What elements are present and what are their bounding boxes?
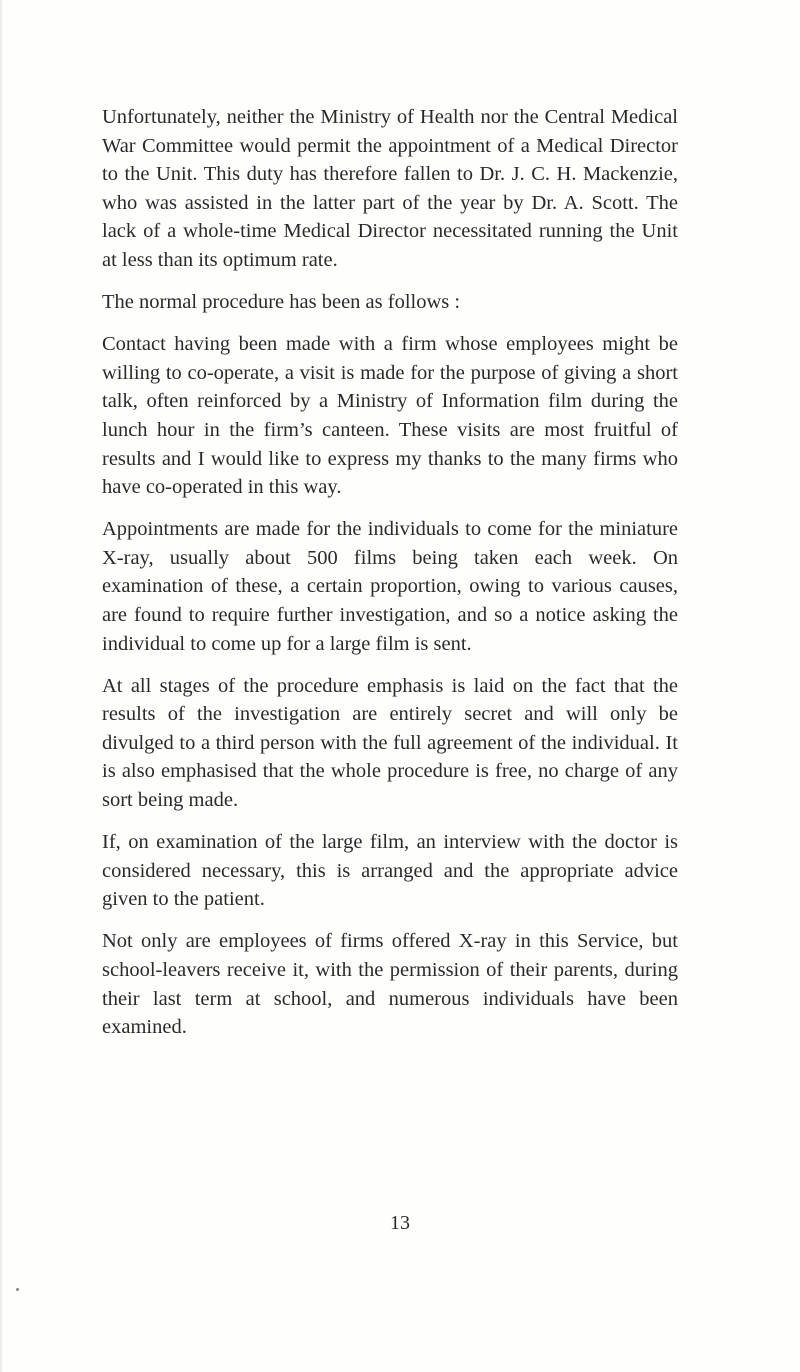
page-edge-shadow (0, 0, 3, 1372)
paragraph-interview: If, on examination of the large film, an interview with the doctor is considered necessary, this is arranged and the appropriate advice given to the patient. (102, 831, 678, 911)
paragraph-contact-firms: Contact having been made with a firm whose employees might be willing to co-operate, a visit is made for the purpose of giving a short talk, often reinforced by a Ministry of Information film during the lunch hour in the firm’s canteen. These visits are most fruitful of results and I would like to express my thanks to the many firms who have co-operated in this way. (102, 333, 678, 499)
paper-speck (16, 1288, 19, 1291)
body-text (102, 103, 678, 1055)
paragraph-medical-director: Unfortunately, neither the Ministry of Health nor the Central Medical War Committee would permit the appointment of a Medical Director to the Unit. This duty has therefore fallen to Dr. J. C. H. Mackenzie, who was assisted in the latter part of the year by Dr. A. Scott. The lack of a whole-time Medical Director necessitated running the Unit at less than its optimum rate. (102, 106, 678, 271)
paragraph-normal-procedure: The normal procedure has been as follows : (102, 291, 461, 314)
paragraph-secrecy: At all stages of the procedure emphasis is laid on the fact that the results of the investigation are entirely secret and will only be divulged to a third person with the full agreement of the individual. It is also emphasised that the whole procedure is free, no charge of any sort being made. (102, 674, 678, 812)
paragraph-school-leavers: Not only are employees of firms offered X-ray in this Service, but school-leavers receive it, with the permission of their parents, during their last term at school, and numerous individuals have been examined. (102, 930, 678, 1039)
page-number: 13 (390, 1212, 410, 1234)
paragraph-appointments: Appointments are made for the individuals to come for the miniature X-ray, usually about 500 films being taken each week. On examination of these, a certain proportion, owing to various causes, are found to require further investigation, and so a notice asking the individual to come up for a large film is sent. (102, 518, 678, 655)
